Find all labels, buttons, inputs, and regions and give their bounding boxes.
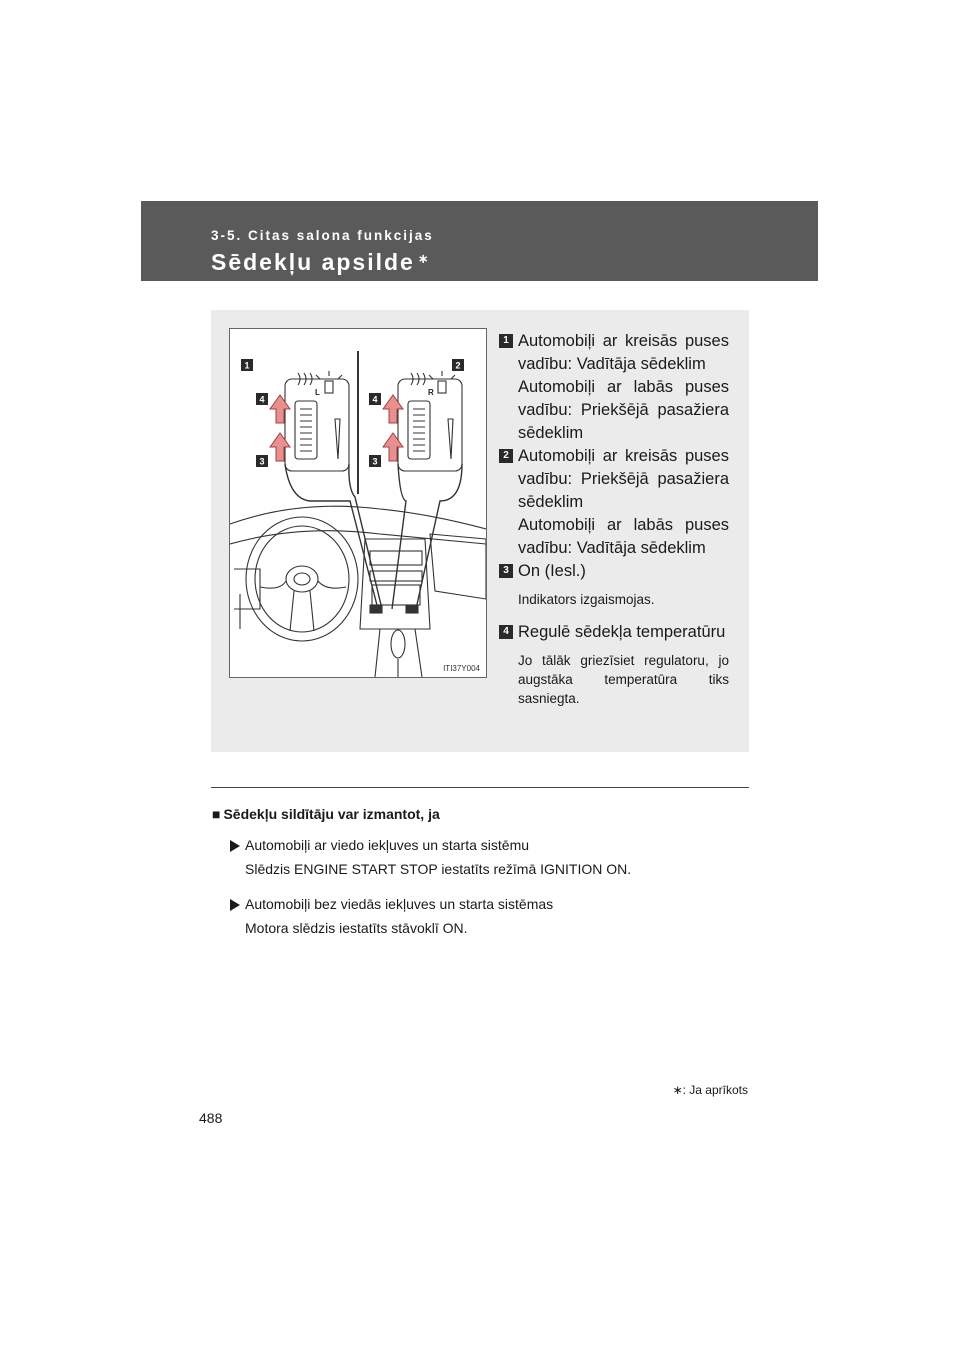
note-item-title: Automobiļi ar viedo iekļuves un starta sistēmu <box>245 837 530 853</box>
legend-badge: 2 <box>499 449 513 463</box>
legend-badge: 3 <box>499 564 513 578</box>
figure-code: ITI37Y004 <box>443 664 480 673</box>
note-item <box>212 892 772 940</box>
legend <box>497 330 729 720</box>
legend-badge: 1 <box>499 334 513 348</box>
section-header <box>141 201 818 281</box>
legend-text: Automobiļi ar kreisās puses vadību: Vadītāja sēdeklim <box>518 332 729 373</box>
footnote: ∗: Ja aprīkots <box>672 1083 748 1097</box>
bullet-square: ■ <box>212 806 221 822</box>
dashboard-drawing <box>230 329 486 677</box>
legend-item-3 <box>497 560 729 609</box>
triangle-bullet-icon <box>230 840 240 852</box>
legend-text: Automobiļi ar labās puses vadību: Priekšējā pasažiera sēdeklim <box>518 378 729 442</box>
callout-3-right: 3 <box>372 456 378 467</box>
legend-text: Automobiļi ar labās puses vadību: Vadītāja sēdeklim <box>518 516 729 557</box>
callout-4-right: 4 <box>372 394 378 405</box>
legend-text: Automobiļi ar kreisās puses vadību: Priekšējā pasažiera sēdeklim <box>518 447 729 511</box>
left-switch-label: L <box>315 388 320 397</box>
legend-text: Regulē sēdekļa temperatūru <box>518 623 726 641</box>
page-title-text: Sēdekļu apsilde <box>211 249 415 275</box>
seat-heater-illustration <box>229 328 487 678</box>
page-number: 488 <box>199 1110 223 1126</box>
info-panel <box>211 310 749 752</box>
page-title <box>211 249 431 276</box>
callout-3-left: 3 <box>259 456 265 467</box>
legend-subtext: Indikators izgaismojas. <box>518 592 655 607</box>
callout-2: 2 <box>455 360 461 371</box>
section-divider <box>211 787 749 788</box>
notes-heading <box>212 806 772 822</box>
legend-item-1 <box>497 330 729 445</box>
triangle-bullet-icon <box>230 899 240 911</box>
legend-subtext: Jo tālāk griezīsiet regulatoru, jo augstāka temperatūra tiks sasniegta. <box>518 653 729 706</box>
note-item-detail: Motora slēdzis iestatīts stāvoklī ON. <box>245 920 468 936</box>
usage-notes <box>212 806 772 940</box>
notes-heading-text: Sēdekļu sildītāju var izmantot, ja <box>223 806 440 822</box>
section-label: 3-5. Citas salona funkcijas <box>211 228 434 243</box>
legend-item-2 <box>497 445 729 560</box>
legend-badge: 4 <box>499 625 513 639</box>
note-item-title: Automobiļi bez viedās iekļuves un starta sistēmas <box>245 896 554 912</box>
legend-item-4 <box>497 621 729 708</box>
note-item <box>212 833 772 881</box>
optional-equipment-mark: ∗ <box>417 251 431 266</box>
callout-1: 1 <box>244 360 250 371</box>
legend-text: On (Iesl.) <box>518 562 586 580</box>
right-switch-label: R <box>428 388 434 397</box>
note-item-detail: Slēdzis ENGINE START STOP iestatīts režīmā IGNITION ON. <box>245 861 632 877</box>
callout-4-left: 4 <box>259 394 265 405</box>
